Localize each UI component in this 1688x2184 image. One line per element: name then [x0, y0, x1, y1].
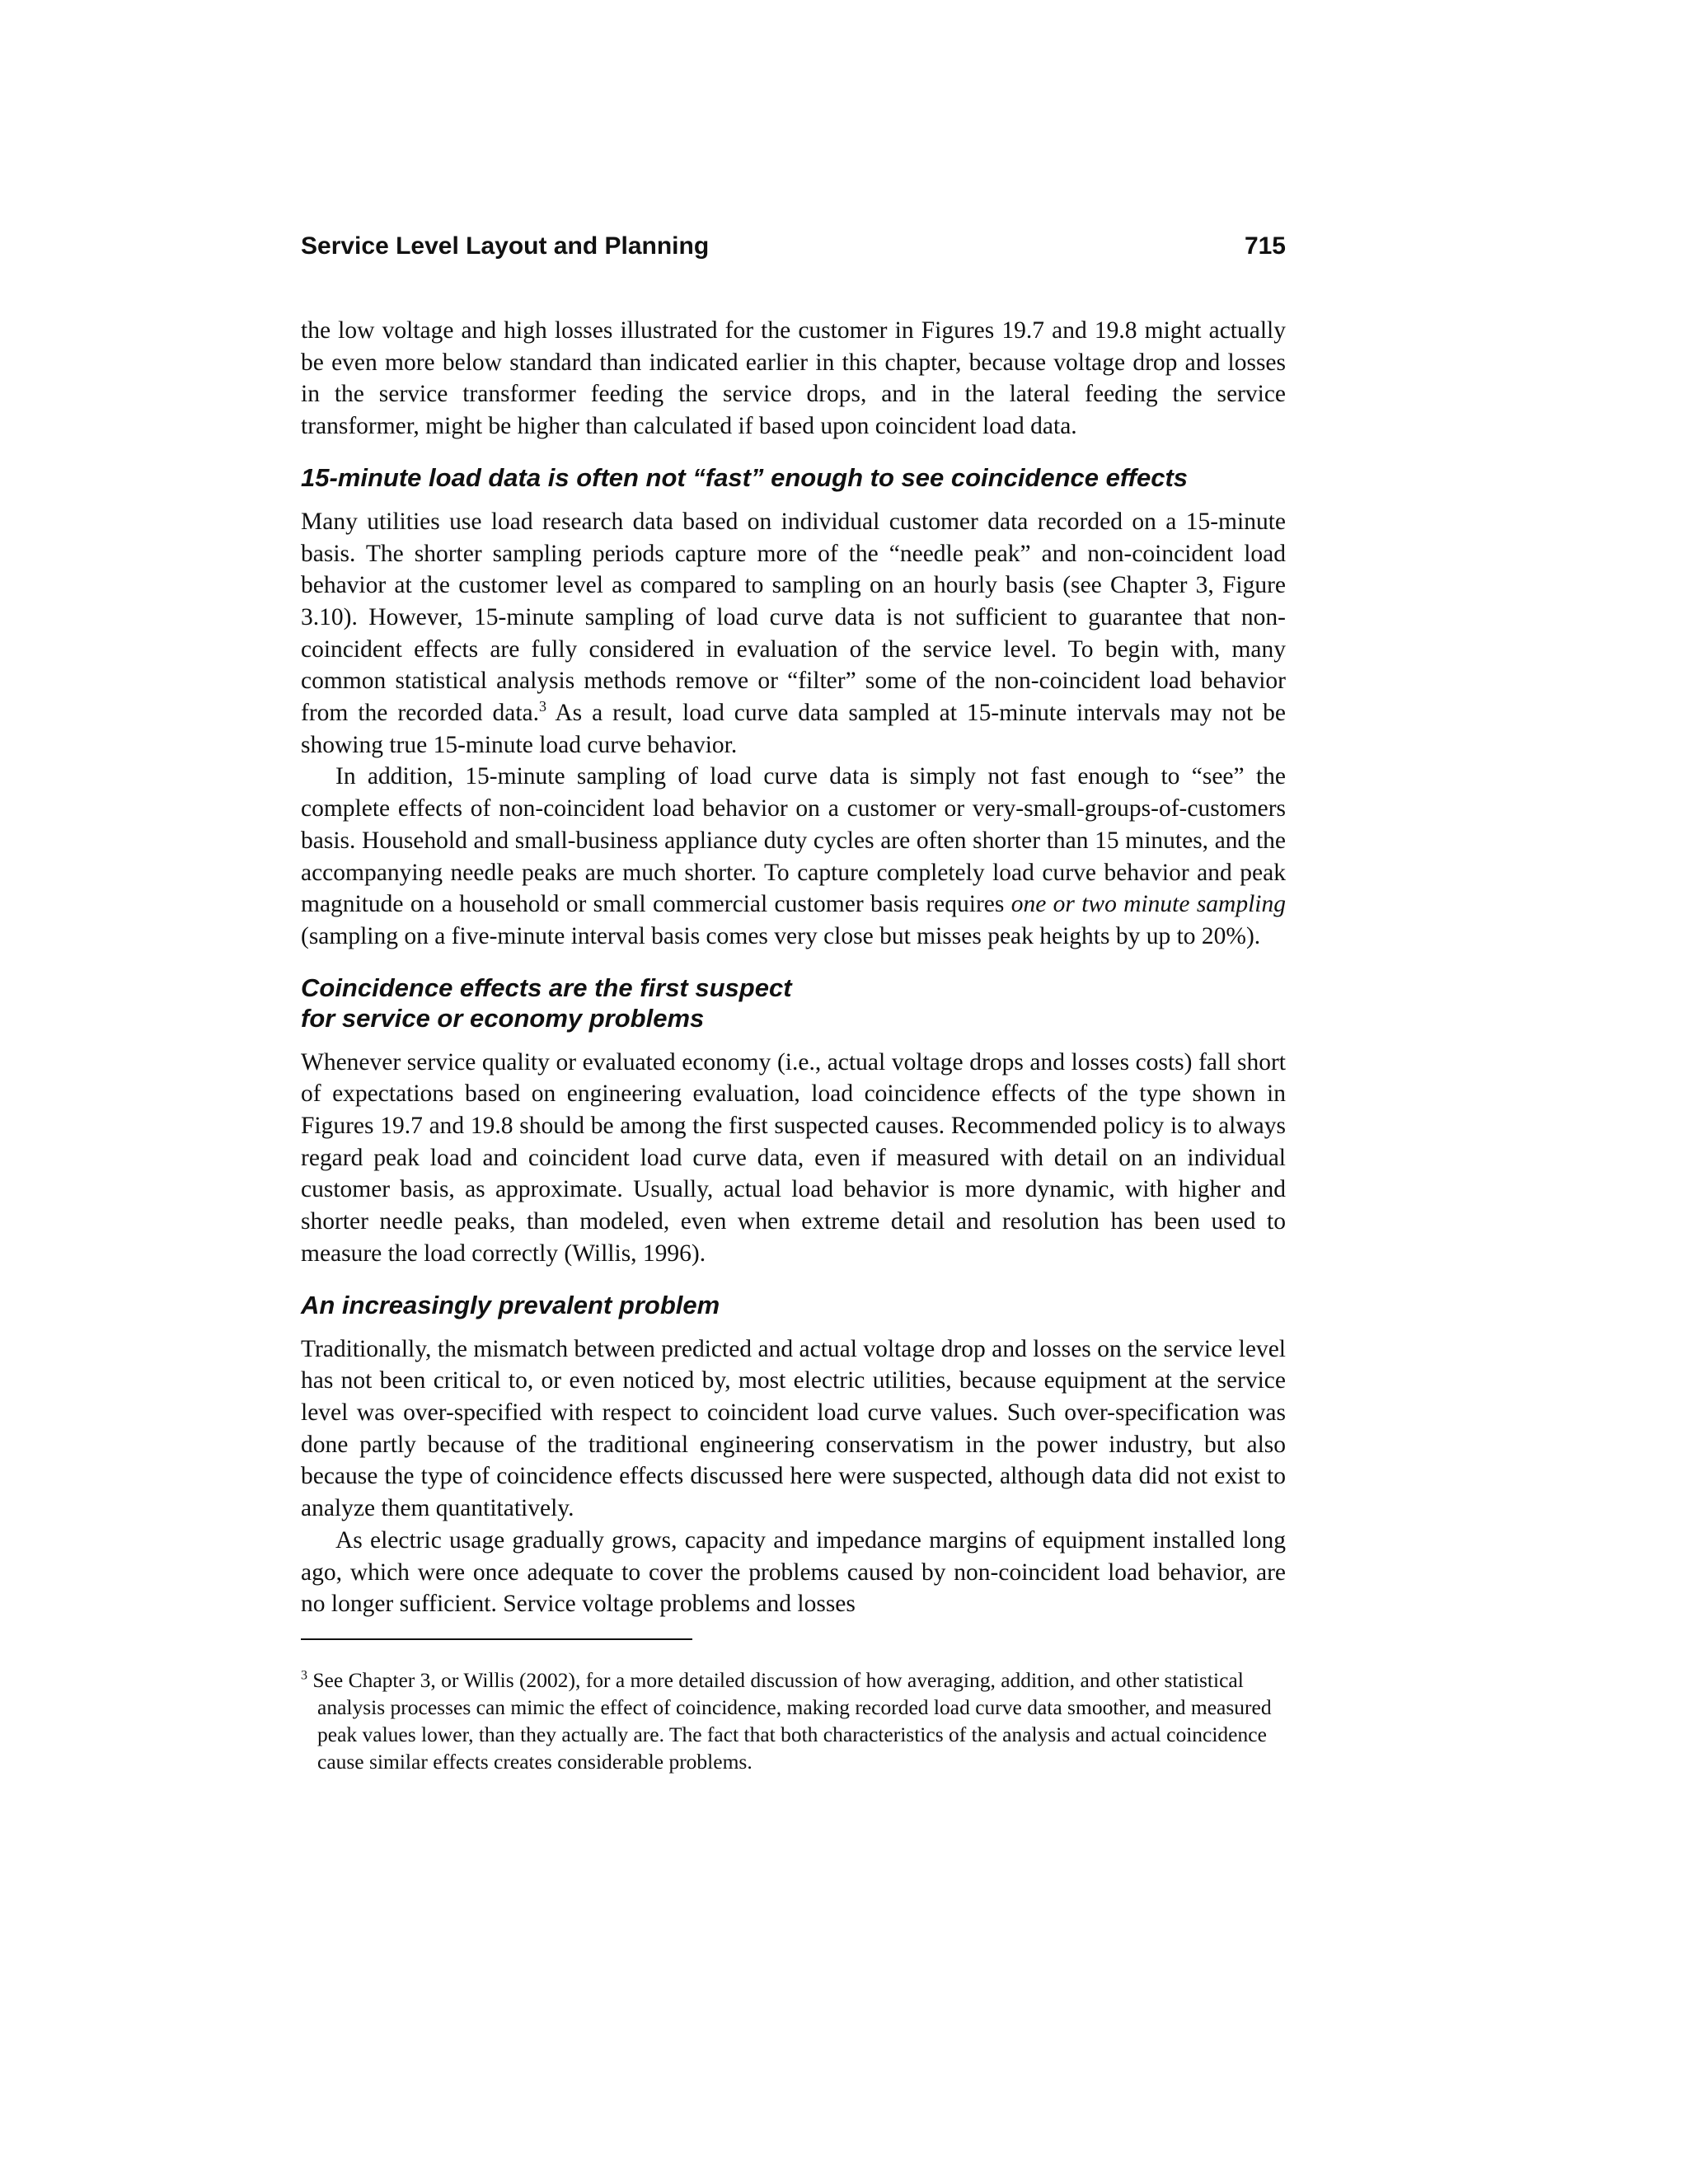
section-heading-15-minute-data: 15-minute load data is often not “fast” enough to see coincidence effects — [301, 462, 1189, 492]
body-text — [301, 315, 1286, 1620]
footnote-marker: 3 — [301, 1668, 307, 1683]
heading-line: Coincidence effects are the first suspect — [301, 972, 792, 1002]
footnote-divider — [301, 1638, 692, 1640]
footnote — [301, 1666, 1286, 1775]
paragraph-text: In addition, 15-minute sampling of load curve data is simply not fast enough to “see” the complete effects of non-coincident load behavior on a customer or very-small-groups-of-customers basis. Household and small-business appliance duty cycles are often shorter than 15 minutes, and the accompanying needle peaks are much shorter. To capture completely load curve behavior and peak magnitude on a household or small commercial customer basis requires — [301, 763, 1286, 918]
paragraph-load-research — [301, 506, 1286, 762]
paragraph-text: As a result, load curve data sampled at 15-minute intervals may not be showing true 15-minute load curve behavior. — [301, 700, 1286, 758]
heading-line: for service or economy problems — [301, 1003, 705, 1033]
emphasis-text: one or two minute sampling — [1010, 891, 1286, 918]
paragraph-service-quality: Whenever service quality or evaluated economy (i.e., actual voltage drops and losses costs) fall short of expectations based on engineering evaluation, load coincidence effects of the type shown in Figures 19.7 and 19.8 should be among the first suspected causes. Recommended policy is to always regard peak load and coincident load curve data, even if measured with detail on an individual customer basis, as approximate. Usually, actual load behavior is more dynamic, with higher and shorter needle peaks, than modeled, even when extreme detail and resolution has been used to measure the load correctly (Willis, 1996). — [301, 1048, 1286, 1267]
paragraph-electric-usage: As electric usage gradually grows, capacity and impedance margins of equipment installed long ago, which were once adequate to cover the problems caused by non-coincident load behavior, are no longer sufficient. Service voltage problems and losses — [301, 1526, 1286, 1618]
paragraph-sampling-speed — [301, 761, 1286, 952]
footnote-text: See Chapter 3, or Willis (2002), for a more detailed discussion of how averaging, addition, and other statistical analysis processes can mimic the effect of coincidence, making recorded load curve data smoother, and measured peak values lower, than they actually are. The fact that both characteristics of the analysis and actual coincidence cause similar effects creates considerable problems. — [307, 1667, 1272, 1774]
paragraph-traditionally: Traditionally, the mismatch between predicted and actual voltage drop and losses on the service level has not been critical to, or even noticed by, most electric utilities, because equipment at the service level was over-specified with respect to coincident load curve values. Such over-specification was done partly because of the traditional engineering conservatism in the power industry, but also because the type of coincidence effects discussed here were suspected, although data did not exist to analyze them quantitatively. — [301, 1335, 1286, 1522]
paragraph-text: Many utilities use load research data based on individual customer data recorded on a 15-minute basis. The shorter sampling periods capture more of the “needle peak” and non-coincident load behavior at the customer level as compared to sampling on an hourly basis (see Chapter 3, Figure 3.10). However, 15-minute sampling of load curve data is not sufficient to guarantee that non-coincident effects are fully considered in evaluation of the service level. To begin with, many common statistical analysis methods remove or “filter” some of the non-coincident load behavior from the recorded data. — [301, 508, 1286, 727]
book-page — [301, 223, 1286, 1775]
running-title: Service Level Layout and Planning — [301, 232, 710, 260]
running-header — [301, 223, 1286, 264]
section-heading-first-suspect — [301, 972, 1286, 1033]
page-number: 715 — [1244, 232, 1286, 260]
paragraph-continuation: the low voltage and high losses illustrated for the customer in Figures 19.7 and 19.8 might actually be even more below standard than indicated earlier in this chapter, because voltage drop and losses in the service transformer feeding the service drops, and in the lateral feeding the service transformer, might be higher than calculated if based upon coincident load data. — [301, 317, 1286, 440]
paragraph-text: (sampling on a five-minute interval basis comes very close but misses peak heights by up to 20%). — [301, 922, 1261, 949]
section-heading-prevalent-problem: An increasingly prevalent problem — [301, 1290, 720, 1319]
footnote-reference[interactable]: 3 — [538, 698, 546, 715]
